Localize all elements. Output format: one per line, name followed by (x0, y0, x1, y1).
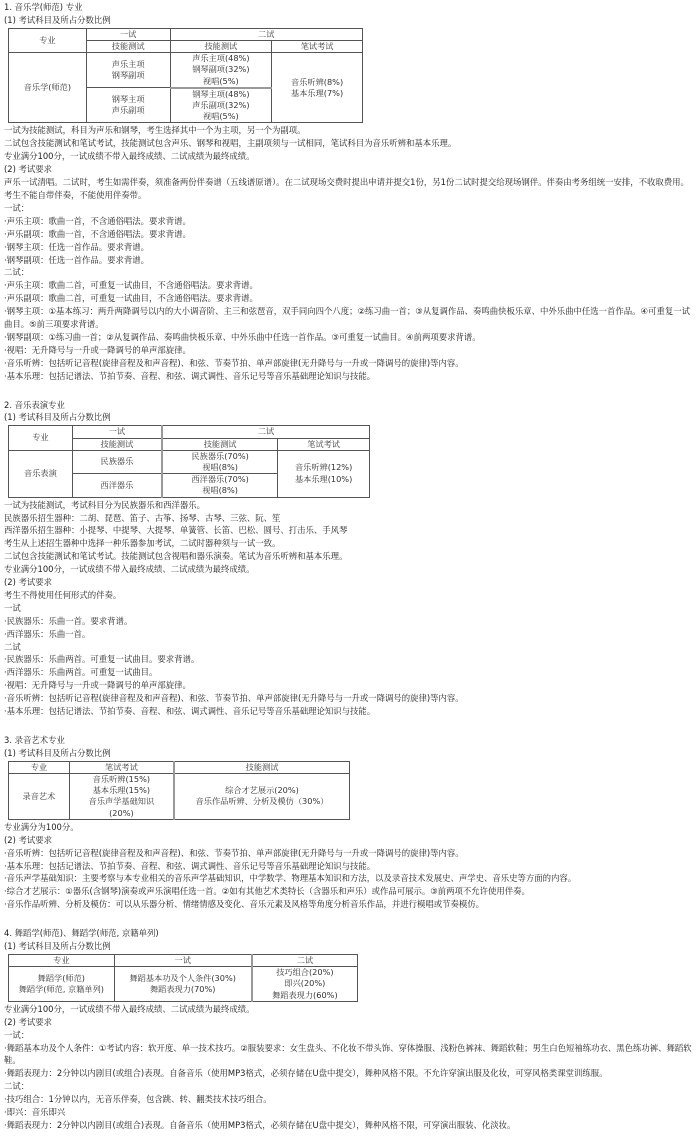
section-title: 1. 音乐学(师范) 专业 (4, 2, 83, 12)
cell-round2-skill (170, 53, 272, 88)
subheader-round1-skill: 技能测试 (72, 438, 162, 450)
table-caption: (1) 考试科目及所占分数比例 (4, 412, 111, 423)
section-title: 3. 录音艺术专业 (4, 735, 65, 745)
list-item: ·综合才艺展示：①器乐(含钢琴)演奏或声乐演唱任选一首。②如有其他艺术类特长（含器乐和声乐）或作品可展示。③前两项不允许使用伴奏。 (4, 886, 530, 897)
list-item: ·视唱：无升降号与一升或一降调号的单声部旋律。 (4, 344, 191, 355)
note: 民族器乐招生器种：二胡、琵琶、笛子、古筝、扬琴、古琴、三弦、阮、笙 (4, 512, 281, 523)
cell-round2-written (272, 53, 363, 123)
spacer (4, 718, 696, 734)
cell-round1 (114, 967, 252, 1002)
note: 二试包含技能测试和笔试考试，技能测试包含声乐、钢琴和视唱，主副项须与一试相同，笔试科目为音乐听辨和基本乐理。 (4, 138, 457, 149)
cell-text: 舞蹈基本功及个人条件(30%) (129, 972, 236, 983)
cell-text: 音乐作品听辨、分析及模仿（30%） (195, 796, 329, 807)
cell-text: 音乐听辨(12%) (294, 462, 353, 473)
list-item: ·声乐主项：歌曲一首，不含通俗唱法。要求背谱。 (4, 215, 191, 226)
note: 二试包含技能测试和笔试考试。技能测试包含视唱和器乐演奏。笔试为音乐听辨和基本乐理。 (4, 551, 348, 562)
subheader-round1-skill: 技能测试 (86, 41, 170, 53)
list-item: ·舞蹈表现力：2分钟以内剧目(或组合)表现。自备音乐（使用MP3格式，必须存储在U盘中提交），舞种风格不限，可穿演出服装、化淡妆。 (4, 1119, 516, 1130)
list-item: ·视唱：无升降号与一升或一降调号的单声部旋律。 (4, 680, 191, 691)
table-caption: (1) 考试科目及所占分数比例 (4, 14, 111, 25)
requirements-caption: (2) 考试要求 (4, 577, 53, 588)
requirements-caption: (2) 考试要求 (4, 164, 53, 175)
cell-round1: 民族器乐 (72, 450, 162, 473)
cell-text: 声乐主项(48%) (192, 53, 250, 64)
requirements-caption: (2) 考试要求 (4, 1016, 53, 1027)
cell-text: 基本乐理(15%) (92, 785, 151, 796)
list-item: ·即兴：音乐即兴 (4, 1107, 66, 1118)
note: 专业满分100分，一试成绩不带入最终成绩、二试成绩为最终成绩。 (4, 151, 255, 162)
cell-text: 声乐主项 (111, 59, 145, 70)
list-item: ·声乐副项：歌曲二首，可重复一试曲目，不含通俗唱法。要求背谱。 (4, 293, 258, 304)
header-round1: 一试 (86, 28, 170, 40)
round1-label: 一试： (4, 202, 30, 213)
note: 专业满分100分，一试成绩不带入最终成绩、二试成绩为最终成绩。 (4, 564, 255, 575)
cell-round1 (86, 53, 170, 88)
table-caption: (1) 考试科目及所占分数比例 (4, 747, 111, 758)
header-skill: 技能测试 (174, 761, 349, 773)
section-recording-arts (4, 734, 696, 911)
subheader-round2-written: 笔试考试 (278, 438, 370, 450)
cell-text: 综合才艺展示(20%) (225, 785, 299, 796)
cell-major: 音乐表演 (9, 450, 73, 497)
cell-text: 视唱(5%) (202, 111, 239, 122)
subheader-round2-skill: 技能测试 (162, 438, 278, 450)
cell-text: 技巧组合(20%) (276, 967, 334, 978)
section-music-education (4, 1, 696, 383)
round2-label: 二试 (4, 641, 21, 652)
list-item: ·音乐作品听辨、分析及模仿：可以从乐器分析、情绪情感及变化、音乐元素及风格等角度分析音乐作品，并进行模唱或节奏模仿。 (4, 899, 485, 910)
note: 一试为技能测试，考试科目分为民族器乐和西洋器乐。 (4, 499, 205, 510)
cell-text: 基本乐理(7%) (291, 87, 344, 98)
score-table (8, 28, 363, 124)
list-item: ·钢琴主项：任选一首作品。要求背谱。 (4, 241, 150, 252)
list-item: ·西洋器乐：乐曲一首。 (4, 628, 91, 639)
header-round2: 二试 (162, 426, 369, 438)
round1-label: 一试 (4, 602, 21, 613)
cell-text: 钢琴主项 (111, 94, 145, 105)
cell-major: 音乐学(师范) (9, 53, 87, 123)
list-item: ·钢琴副项：任选一首作品。要求背谱。 (4, 254, 150, 265)
cell-written (69, 774, 174, 820)
cell-major: 录音艺术 (9, 774, 70, 820)
cell-text: 基本乐理(10%) (294, 473, 353, 484)
cell-round2-skill (170, 88, 272, 123)
list-item: ·民族器乐：乐曲两首。可重复一试曲目。要求背谱。 (4, 654, 200, 665)
list-item: ·民族器乐：乐曲一首。要求背谱。 (4, 615, 133, 626)
round2-label: 二试： (4, 267, 30, 278)
list-item: ·西洋器乐：乐曲两首。可重复一试曲目。 (4, 667, 158, 678)
cell-text: 声乐副项(32%) (192, 100, 250, 111)
subheader-round2-skill: 技能测试 (170, 41, 272, 53)
cell-text: 舞蹈表现力(70%) (149, 983, 216, 994)
requirements-intro: 考生不得使用任何形式的伴奏。 (4, 589, 122, 600)
cell-round2-skill (162, 450, 278, 473)
cell-text: 视唱(5%) (202, 75, 239, 86)
note: 西洋器乐招生器种：小提琴、中提琴、大提琴、单簧管、长笛、巴松、圆号、打击乐、手风琴 (4, 525, 348, 536)
list-item: ·声乐副项：歌曲一首，不含通俗唱法。要求背谱。 (4, 228, 191, 239)
cell-skill (174, 774, 349, 820)
header-round1: 一试 (114, 954, 252, 966)
requirements-intro: 声乐一试清唱。二试时，考生如需伴奏，须准备两份伴奏谱（五线谱原谱）。在二试现场交费时提出申请并提交1份，另1份二试时提交给现场钢伴。伴奏由考务组统一安排，不收取费用。考生不能自带伴奏，不能使用伴奏带。 (4, 177, 689, 200)
note: 专业满分为100分。 (4, 821, 79, 832)
section-music-performance (4, 399, 696, 718)
cell-text: 钢琴主项(48%) (192, 88, 250, 99)
cell-majors (9, 967, 115, 1002)
list-item: ·钢琴主项：①基本练习：两升两降调号以内的大小调音阶、主三和弦琶音，双手同向四个八度；②练习曲一首；③从复调作品、奏鸣曲快板乐章、中外乐曲中任选一首作品。④可重复一试曲目。⑤前三项要求背谱。 (4, 306, 690, 330)
cell-text: 音乐听辨(15%) (92, 774, 151, 785)
note: 一试为技能测试，科目为声乐和钢琴，考生选择其中一个为主项，另一个为副项。 (4, 125, 306, 136)
note: 专业满分100分，一试成绩不带入最终成绩、二试成绩为最终成绩。 (4, 1003, 255, 1014)
cell-round1: 西洋器乐 (72, 474, 162, 497)
requirements-caption: (2) 考试要求 (4, 834, 53, 845)
spacer (4, 911, 696, 927)
cell-text: 即兴(20%) (284, 978, 326, 989)
section-dance (4, 927, 696, 1132)
note: 考生从上述招生器种中选择一种乐器参加考试，二试时器种须与一试一致。 (4, 538, 281, 549)
cell-text: 西洋器乐(70%) (191, 474, 249, 485)
header-major: 专业 (9, 954, 115, 966)
list-item: ·声乐主项：歌曲二首，可重复一试曲目，不含通俗唱法。要求背谱。 (4, 280, 258, 291)
list-item: ·音乐听辨：包括听记音程(旋律音程及和声音程)、和弦、节奏节拍、单声部旋律(无升降号与一升或一降调号的旋律)等内容。 (4, 693, 464, 704)
table-caption: (1) 考试科目及所占分数比例 (4, 941, 111, 952)
header-round2: 二试 (252, 954, 358, 966)
cell-text: 音乐声学基础知识 (88, 796, 155, 807)
list-item: ·音乐声学基础知识：主要考察与本专业相关的音乐声学基础知识，中学数学、物理基本知识和方法，以及录音技术发展史、声学史、音乐史等方面的内容。 (4, 873, 577, 884)
cell-round2-written (278, 450, 370, 497)
score-table (8, 954, 358, 1002)
cell-text: 民族器乐(70%) (191, 450, 249, 461)
cell-text: 钢琴副项(32%) (192, 64, 250, 75)
cell-text: 舞蹈学(师范) (37, 972, 85, 983)
header-major: 专业 (9, 761, 70, 773)
score-table (8, 425, 370, 497)
section-title: 4. 舞蹈学(师范)、舞蹈学(师范, 京籍单列) (4, 928, 159, 939)
list-item: ·舞蹈表现力：2分钟以内剧目(或组合)表现。自备音乐（使用MP3格式，必须存储在U盘中提交），舞种风格不限。不允许穿演出服及化妆，可穿风格类课堂训练服。 (4, 1068, 608, 1079)
cell-text: 视唱(8%) (202, 485, 238, 496)
list-item: ·音乐听辨：包括听记音程(旋律音程及和声音程)、和弦、节奏节拍、单声部旋律(无升降号与一升或一降调号的旋律)等内容。 (4, 847, 464, 858)
header-major: 专业 (9, 28, 87, 52)
cell-text: 钢琴副项 (111, 70, 145, 81)
list-item: ·技巧组合：1分钟以内，无音乐伴奏，包含跳、转、翻类技术技巧组合。 (4, 1094, 272, 1105)
round2-label: 二试： (4, 1081, 30, 1092)
cell-round1 (86, 88, 170, 123)
list-item: ·基本乐理：包括记谱法、节拍节奏、音程、和弦、调式调性、音乐记号等音乐基础理论知识与技能。 (4, 860, 376, 871)
cell-text: 舞蹈学(师范, 京籍单列) (18, 983, 104, 994)
cell-text: 视唱(8%) (202, 461, 238, 472)
score-table (8, 761, 350, 820)
round1-label: 一试： (4, 1029, 30, 1040)
header-major: 专业 (9, 426, 73, 450)
section-title: 2. 音乐表演专业 (4, 399, 65, 410)
list-item: ·音乐听辨：包括听记音程(旋律音程及和声音程)、和弦、节奏节拍、单声部旋律(无升降号与一升或一降调号的旋律)等内容。 (4, 357, 464, 368)
header-round1: 一试 (72, 426, 162, 438)
cell-text: 舞蹈表现力(60%) (272, 989, 338, 1000)
cell-round2-skill (162, 474, 278, 497)
header-written: 笔试考试 (69, 761, 174, 773)
list-item: ·基本乐理：包括记谱法、节拍节奏、音程、和弦、调式调性、音乐记号等音乐基础理论知识与技能。 (4, 370, 376, 381)
cell-text: (20%) (109, 807, 134, 818)
list-item: ·舞蹈基本功及个人条件：①考试内容：软开度、单一技术技巧。②服装要求：女生盘头、不化妆不带头饰、穿体操服、浅粉色裤袜、舞蹈软鞋；男生白色短袖练功衣、黑色练功裤、舞蹈软鞋。 (4, 1042, 692, 1066)
cell-text: 声乐副项 (111, 105, 145, 116)
cell-text: 音乐听辨(8%) (291, 76, 344, 87)
list-item: ·基本乐理：包括记谱法、节拍节奏、音程、和弦、调式调性、音乐记号等音乐基础理论知识与技能。 (4, 706, 376, 717)
list-item: ·钢琴副项：①练习曲一首；②从复调作品、奏鸣曲快板乐章、中外乐曲中任选一首作品。③可重复一试曲目。④前两项要求背谱。 (4, 331, 481, 342)
subheader-round2-written: 笔试考试 (272, 41, 363, 53)
cell-round2 (252, 967, 358, 1002)
spacer (4, 383, 696, 399)
header-round2: 二试 (170, 28, 363, 40)
